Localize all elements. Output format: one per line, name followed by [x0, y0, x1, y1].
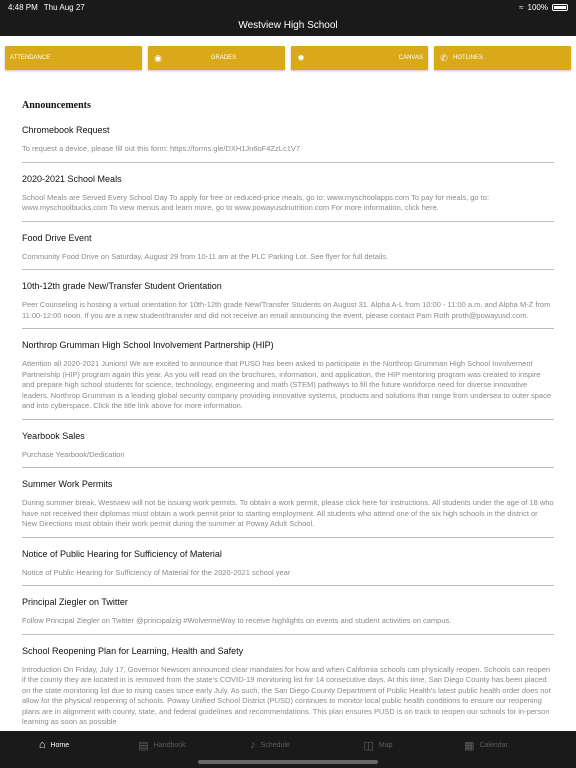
announcement-title[interactable]: 10th-12th grade New/Transfer Student Orientation — [22, 281, 222, 291]
tab-label: Map — [378, 742, 393, 749]
battery-percent: 100% — [527, 2, 548, 12]
nav-bar — [0, 14, 576, 36]
announcement-body: To request a device, please fill out this form: https://forms.gle/DXH1Jn6oF4ZzLc1V7 — [22, 144, 301, 153]
announcement-body: Introduction On Friday, July 17, Governor Newsom announced clear mandates for how and when California schools can physically reopen. Schools can reopen if the county they are located in is removed from the state's COVID-19 monitoring list for 14 consecutive days. At this time, San Diego County has been placed on the state monitoring list due to rising cases since early July. As such, the San Diego County Department of Public Health's latest public health order does not allow for the physical reopening of schools. Poway Unified School District (PUSD) continues to monitor local public health conditions to ensure our reopening plans are in alignment with county, state, and federal guidelines and recommendations. This plan ensures PUSD is on track to reopen our schools for in-person learning as soon as possible — [22, 664, 551, 726]
attendance-label: ATTENDANCE — [10, 55, 51, 61]
announcements-section — [22, 100, 554, 746]
home-icon: ⌂ — [38, 739, 46, 751]
tab-label: Home — [50, 741, 70, 749]
announcement-item[interactable] — [22, 479, 554, 538]
tab-handbook[interactable] — [108, 739, 216, 752]
canvas-icon: ✹ — [297, 52, 305, 63]
announcement-body: Community Food Drive on Saturday, August 29 from 10-11 am at the PLC Parking Lot. See flyer for full details. — [22, 251, 389, 261]
status-date: Thu Aug 27 — [43, 2, 85, 12]
tab-bar — [0, 731, 576, 768]
announcement-item[interactable] — [22, 233, 554, 271]
announcement-item[interactable] — [22, 597, 554, 635]
status-time: 4:48 PM — [8, 2, 38, 12]
announcement-item[interactable] — [22, 281, 554, 329]
announcement-item[interactable] — [22, 174, 554, 222]
announcement-item[interactable] — [22, 549, 554, 587]
announcement-body: Peer Counseling is hosting a virtual orientation for 10th-12th grade New/Transfer Students on August 31. Alpha A-L from 10:00 - 11:00 a.m. and Alpha M-Z from 11:00-12:00 noon. If you are a new student/transfer and did not receive an email announcing the event, please contact Pam Roth proth@powayusd.com. — [22, 300, 551, 320]
attendance-button[interactable] — [5, 46, 142, 70]
grades-label: GRADES — [210, 55, 237, 61]
announcement-title[interactable]: Food Drive Event — [22, 232, 92, 243]
bell-icon: ♪ — [250, 739, 256, 751]
hotlines-button[interactable] — [434, 46, 571, 70]
announcement-title[interactable]: Yearbook Sales — [22, 430, 85, 441]
announcement-body: Attention all 2020-2021 Juniors! We are excited to announce that PUSD has been asked to participate in the Northrop Grumman High School Involvement Partnership (HIP) program again this year. As you will read on the brochures, information, and application, the HIP mentoring program was created to inspire and prepare high school students for science, technology, engineering and math (STEM) pathways to fill the future workforce need for diverse innovative leaders. Northrop Grumman is a leading global security company providing innovative systems, products and solutions that range from undersea to outer space and into cyberspace. Click the title link above for more information. — [22, 359, 552, 410]
announcement-body: Purchase Yearbook/Dedication — [22, 449, 125, 459]
tab-map[interactable] — [324, 739, 432, 752]
announcement-body: Notice of Public Hearing for Sufficiency of Material for the 2020-2021 school year — [22, 567, 291, 577]
dashboard-icon: ◉ — [154, 52, 162, 63]
quick-links — [5, 46, 571, 70]
announcement-title[interactable]: Notice of Public Hearing for Sufficiency of Material — [22, 548, 222, 559]
tab-label: Schedule — [260, 741, 290, 749]
wifi-icon: ≈ — [519, 2, 524, 12]
announcement-body: School Meals are Served Every School Day To apply for free or reduced-price meals, go to: www.myschoolapps.com To pay for meals, go to: www.myschoolbucks.com To view menus and learn more, go to www.powayusdnutrition.com For more information, click here. — [22, 192, 490, 212]
announcement-item[interactable] — [22, 431, 554, 469]
map-icon: ◫ — [363, 740, 374, 752]
announcement-item[interactable] — [22, 340, 554, 420]
home-indicator[interactable] — [198, 760, 378, 764]
announcement-item[interactable] — [22, 646, 554, 735]
canvas-button[interactable] — [291, 46, 428, 70]
book-icon: ▤ — [138, 740, 149, 752]
grades-button[interactable] — [148, 46, 285, 70]
status-bar — [0, 0, 576, 14]
announcement-title[interactable]: Principal Ziegler on Twitter — [22, 597, 128, 607]
tab-schedule[interactable] — [216, 739, 324, 751]
tab-home[interactable] — [0, 739, 108, 751]
battery-icon — [552, 4, 568, 11]
announcement-title[interactable]: Summer Work Permits — [22, 479, 113, 489]
page-title: Westview High School — [238, 19, 338, 31]
hotlines-label: HOTLINES — [453, 55, 484, 61]
phone-icon: ✆ — [440, 52, 448, 63]
announcement-body: During summer break, Westview will not be issuing work permits. To obtain a work permit, please click here for instructions. All students under the age of 18 who have not received their diplomas must obtain a work permit prior to starting employment. All students who attend one of the six high schools in the district or New Directions must obtain their work permit during the summer at Poway Adult School. — [22, 498, 554, 528]
announcement-title[interactable]: 2020-2021 School Meals — [22, 173, 122, 184]
tab-calendar[interactable] — [432, 739, 540, 752]
tab-label: Handbook — [153, 742, 186, 749]
announcement-title[interactable]: Chromebook Request — [22, 125, 110, 135]
announcement-item[interactable] — [22, 125, 554, 163]
calendar-icon: ▦ — [464, 740, 475, 752]
section-title: Announcements — [22, 100, 91, 111]
tab-label: Calendar — [479, 742, 508, 749]
announcement-body: Follow Principal Ziegler on Twitter @principalzig #WolverineWay to receive highlights on events and student activities on campus. — [22, 616, 452, 625]
canvas-label: CANVAS — [398, 55, 423, 61]
announcement-title[interactable]: School Reopening Plan for Learning, Health and Safety — [22, 645, 244, 656]
announcement-title[interactable]: Northrop Grumman High School Involvement Partnership (HIP) — [22, 340, 274, 350]
